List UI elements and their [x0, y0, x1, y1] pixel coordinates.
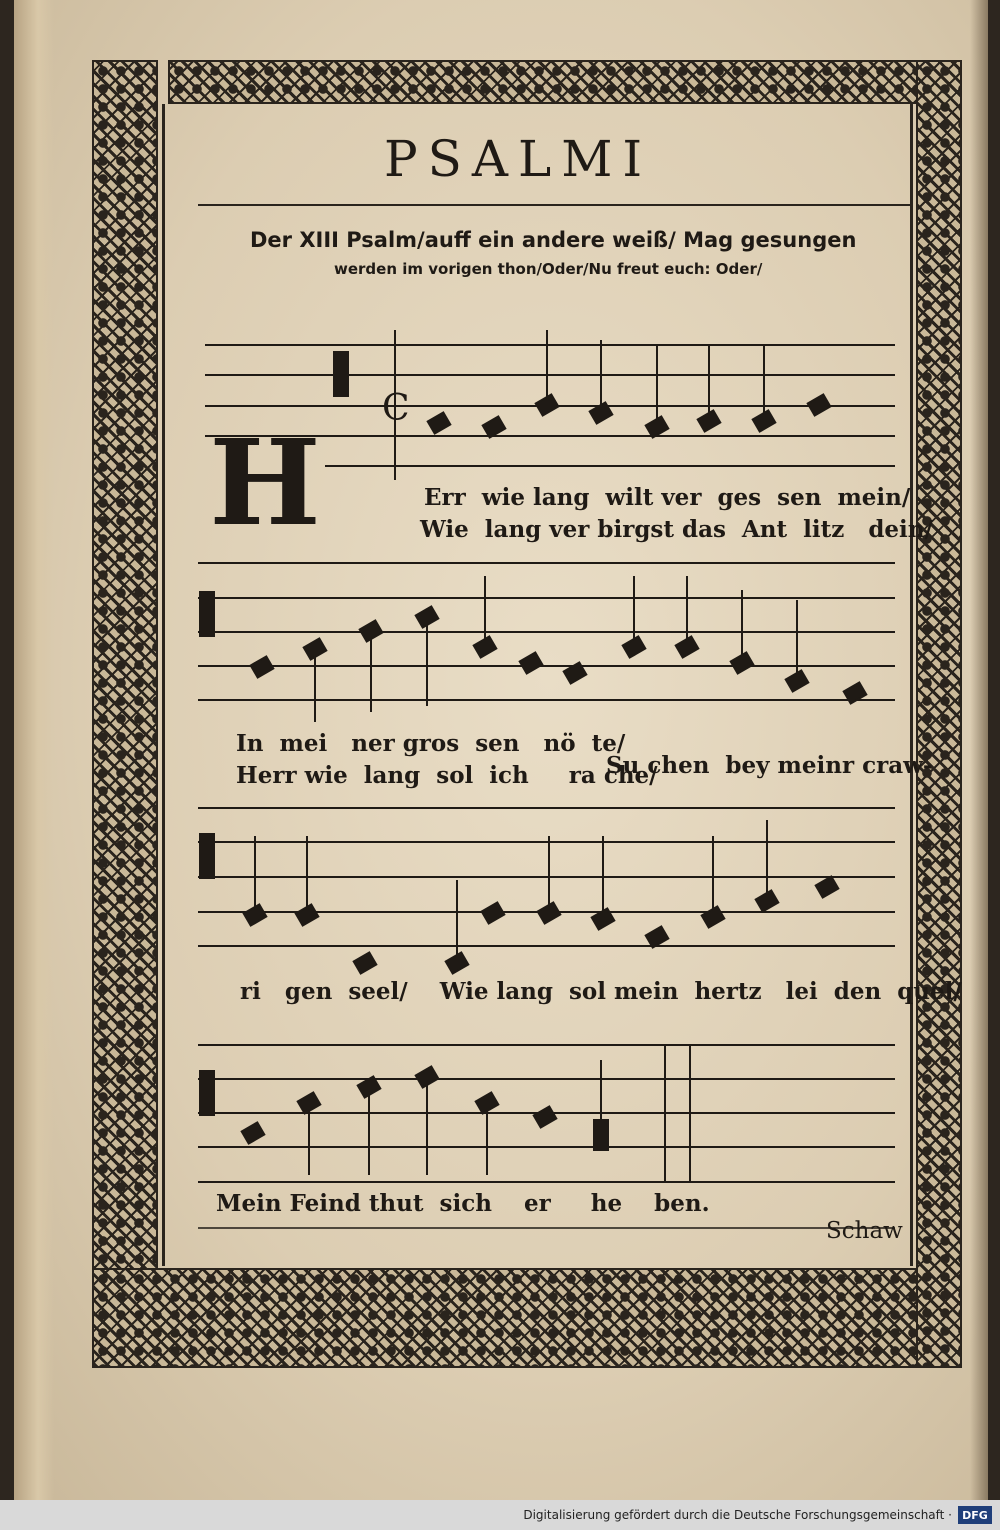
clef-1	[334, 352, 348, 396]
footer-bar	[0, 1500, 1000, 1530]
notes-system-3	[244, 820, 839, 974]
lyric-line: In mei ner gros sen nö te/	[236, 730, 626, 757]
lyric-line: ri gen seel/ Wie lang sol mein hertz lei den quel/	[240, 978, 962, 1005]
clef-4	[200, 1071, 214, 1115]
lyric-line: Mein Feind thut sich er he ben.	[216, 1190, 710, 1217]
psalm-heading: Der XIII Psalm/auff ein andere weiß/ Mag gesungen	[250, 228, 857, 252]
catchword: Schaw	[826, 1218, 903, 1244]
lyric-line: Su chen bey meinr craw-	[606, 752, 933, 779]
clef-3	[200, 834, 214, 878]
dfg-logo-icon: DFG	[958, 1506, 992, 1524]
notes-system-4	[242, 1060, 608, 1175]
time-sig-1: C	[382, 388, 410, 429]
lyric-line: Wie lang ver birgst das Ant litz dein/	[420, 516, 933, 543]
initial-letter: H	[209, 413, 321, 552]
lyric-line: Err wie lang wilt ver ges sen mein/	[424, 484, 911, 511]
footer-credit: Digitalisierung gefördert durch die Deutsche Forschungsgemeinschaft ·	[523, 1508, 952, 1522]
page-title: PSALMI	[384, 130, 653, 188]
psalm-subheading: werden im vorigen thon/Oder/Nu freut euch: Oder/	[334, 260, 763, 278]
notes-system-1	[428, 330, 831, 438]
lyric-line: Herr wie lang sol ich ra che/	[236, 762, 658, 789]
clef-2	[200, 592, 214, 636]
